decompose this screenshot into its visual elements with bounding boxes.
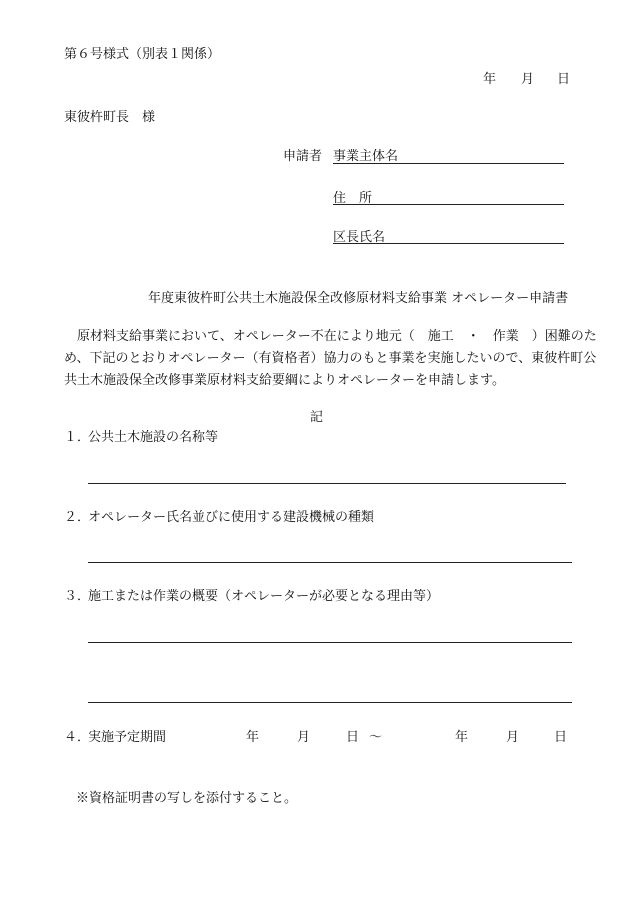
ki-label: 記 — [310, 410, 324, 425]
attachment-note: ※資格証明書の写しを添付すること。 — [76, 791, 298, 806]
item-2-label: オペレーター氏名並びに使用する建設機械の種類 — [88, 510, 375, 525]
addressee: 東彼杵町長 様 — [64, 110, 156, 125]
period-end-day-label: 日 — [554, 730, 568, 745]
period-start-month-label: 月 — [297, 730, 311, 745]
item-3-underline-2[interactable] — [88, 702, 572, 703]
district-head-label: 区長氏名 — [333, 230, 386, 245]
item-1-number: １． — [64, 430, 91, 445]
body-paragraph — [64, 326, 597, 392]
item-4-label: 実施予定期間 — [88, 730, 167, 745]
item-2-number: ２． — [64, 510, 91, 525]
item-3-underline-1[interactable] — [88, 642, 572, 643]
district-head-underline — [333, 243, 564, 244]
address-label: 住 所 — [333, 191, 373, 206]
body-line-2: め、下記のとおりオペレーター（有資格者）協力のもと事業を実施したいので、東彼杵町公 — [64, 351, 597, 366]
period-start-day-label: 日 — [346, 730, 360, 745]
body-line-1: 原材料支給事業において、オペレーター不在により地元（ 施工 ・ 作業 ）困難のた — [64, 329, 597, 344]
period-start-year-label: 年 — [246, 730, 260, 745]
item-3-label: 施工または作業の概要（オペレーターが必要となる理由等） — [88, 589, 440, 604]
item-3-number: ３． — [64, 589, 91, 604]
item-2-underline[interactable] — [88, 562, 572, 563]
item-1-label: 公共土木施設の名称等 — [88, 430, 219, 445]
address-underline — [333, 204, 564, 205]
body-line-3: 共土木施設保全改修事業原材料支給要綱によりオペレーターを申請します。 — [64, 373, 505, 388]
date-year-label: 年 — [483, 72, 497, 87]
document-title: 年度東彼杵町公共土木施設保全改修原材料支給事業 オペレーター申請書 — [148, 291, 569, 306]
period-separator: ～ — [369, 730, 383, 745]
form-number: 第６号様式（別表１関係） — [64, 47, 221, 62]
item-1-underline[interactable] — [88, 483, 566, 484]
date-month-label: 月 — [521, 72, 535, 87]
business-entity-underline — [333, 163, 564, 164]
date-day-label: 日 — [557, 72, 571, 87]
applicant-label: 申請者 — [283, 149, 323, 164]
item-4-number: ４． — [64, 730, 91, 745]
period-end-year-label: 年 — [455, 730, 469, 745]
business-entity-label: 事業主体名 — [333, 149, 399, 164]
period-end-month-label: 月 — [506, 730, 520, 745]
